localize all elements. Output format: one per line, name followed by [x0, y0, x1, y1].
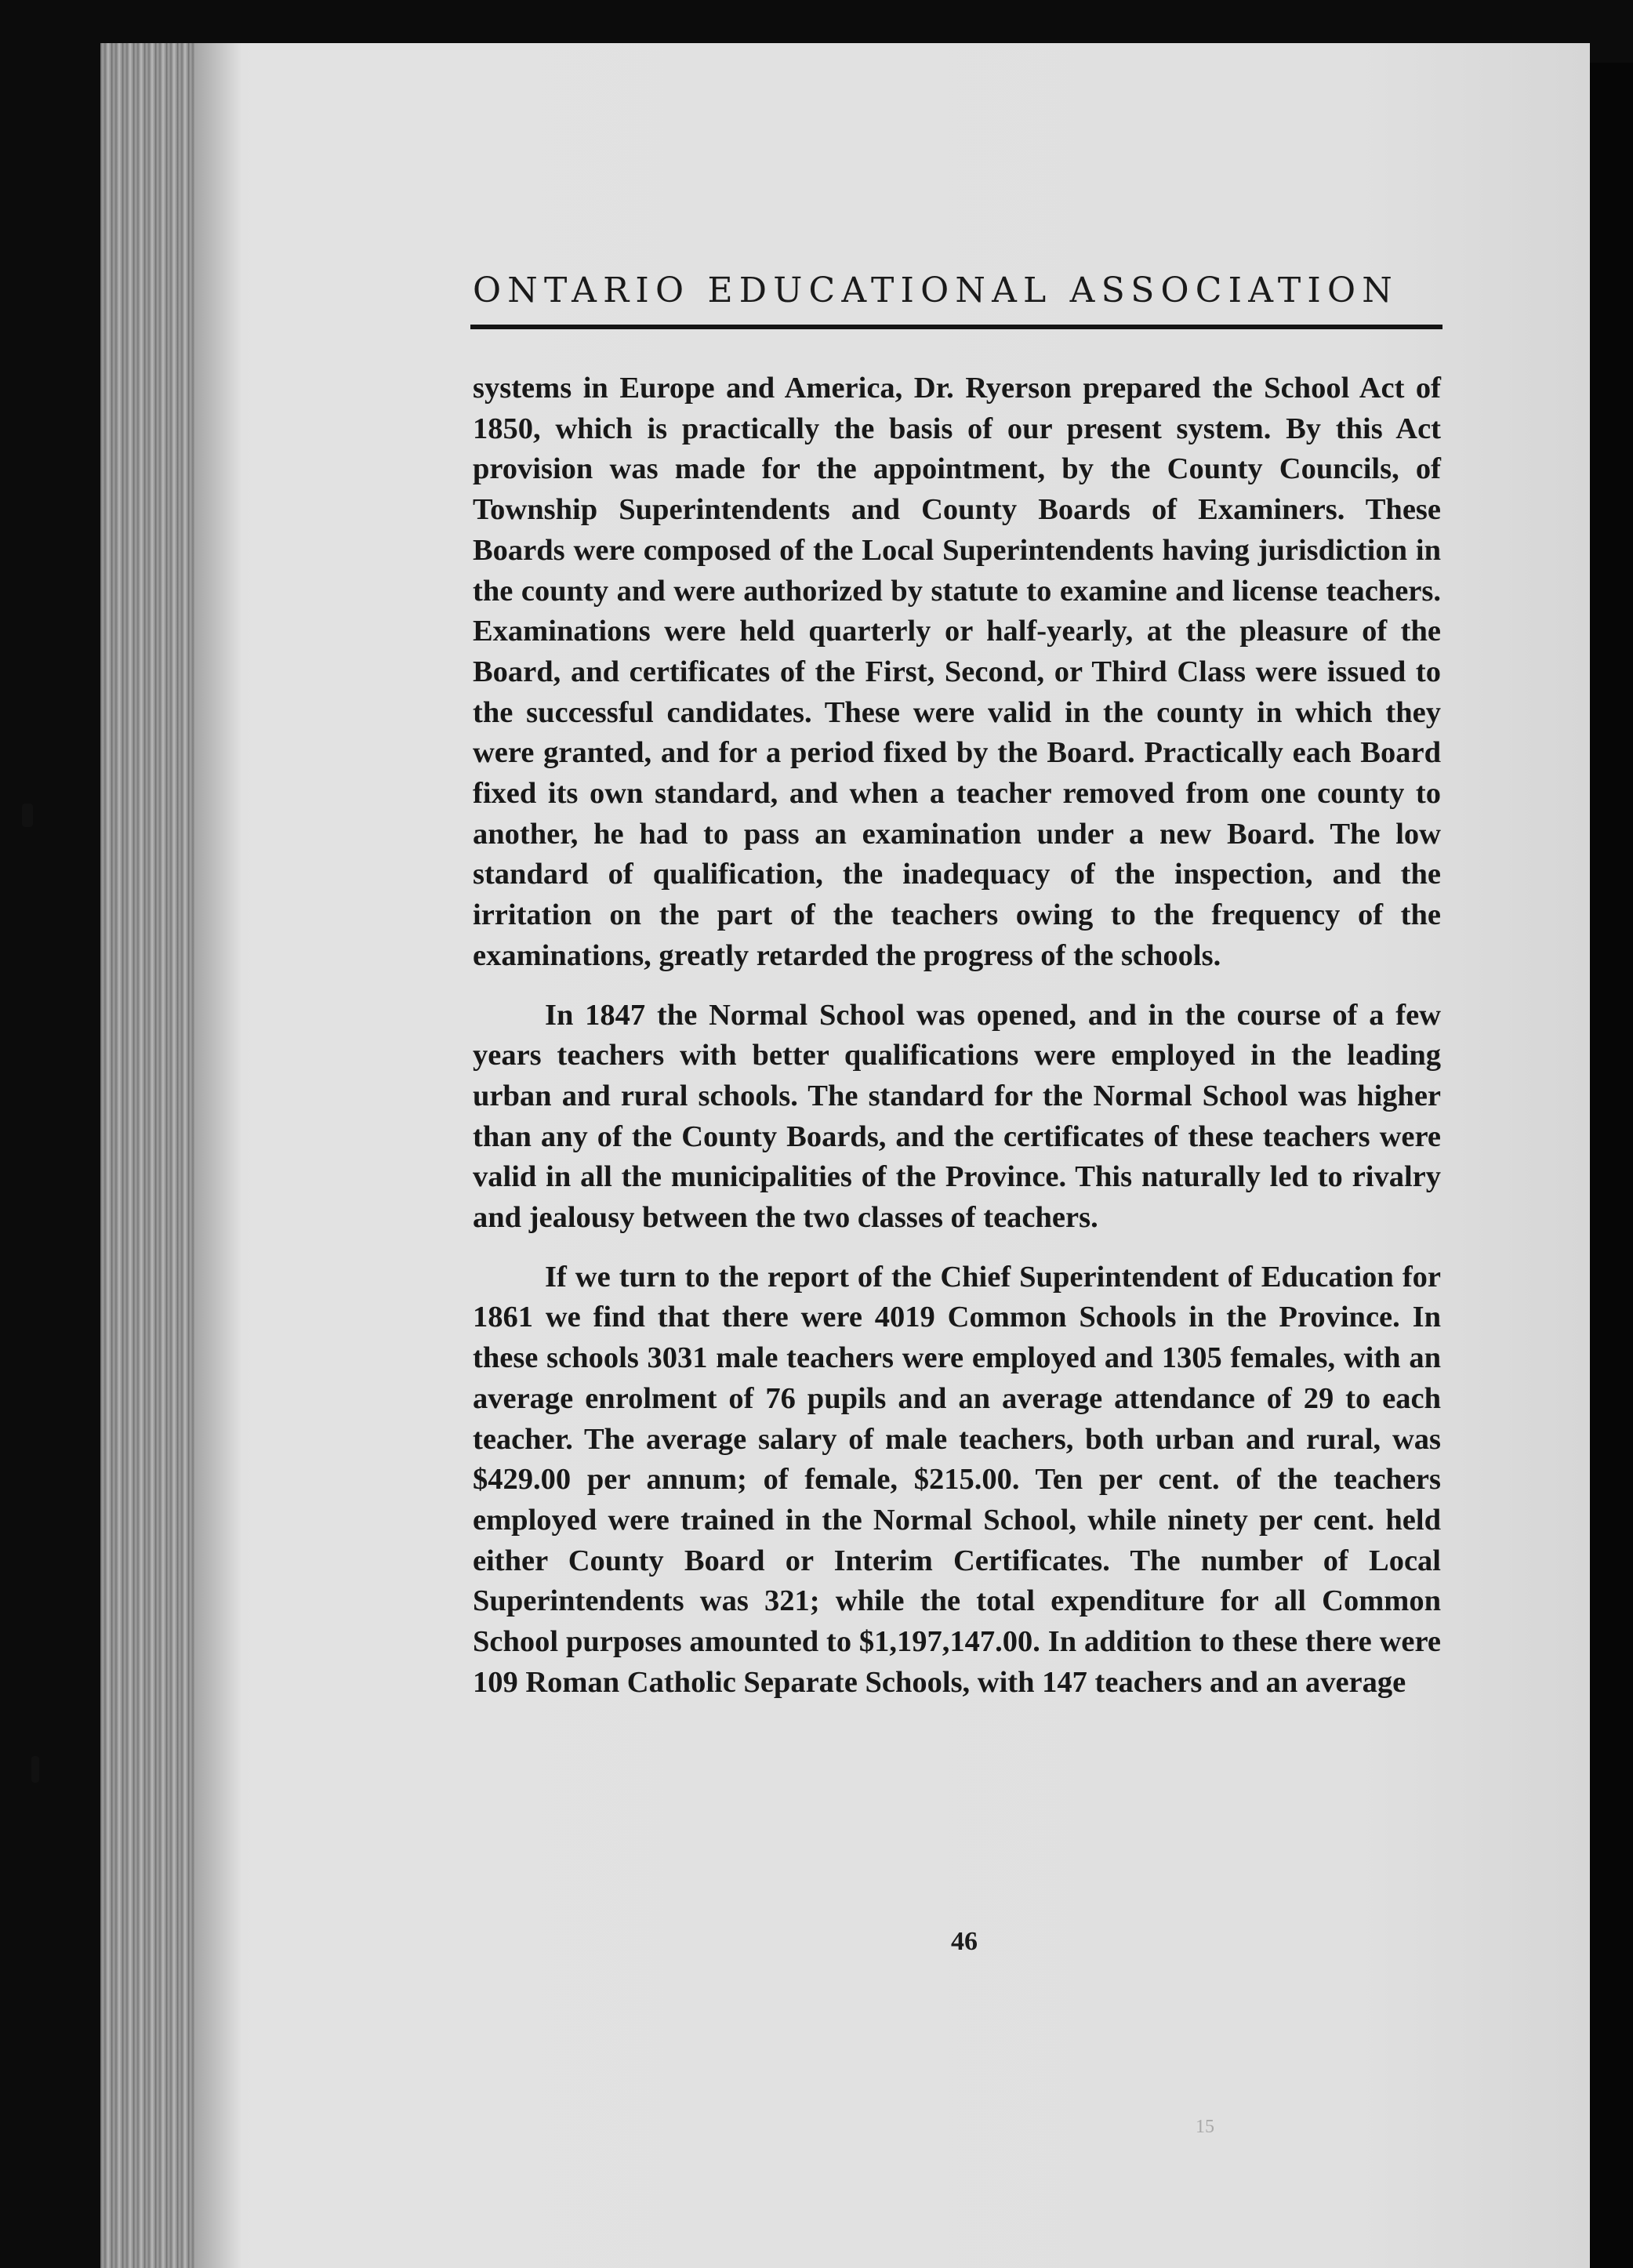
- body-text: [473, 368, 1441, 1722]
- paragraph-3: If we turn to the report of the Chief Superintendent of Education for 1861 we find that there were 4019 Common Schools in the Province. In these schools 3031 male teachers were employed and 1305 females, with an average enrolment of 76 pupils and an average attendance of 29 to each teacher. The average salary of male teachers, both urban and rural, was $429.00 per annum; of female, $215.00. Ten per cent. of the teachers employed were trained in the Normal School, while ninety per cent. held either County Board or Interim Certificates. The number of Local Superintendents was 321; while the total expenditure for all Common School purposes amounted to $1,197,147.00. In addition to these there were 109 Roman Catholic Separate Schools, with 147 teachers and an average: [473, 1260, 1441, 1699]
- paragraph-1: systems in Europe and America, Dr. Ryerson prepared the School Act of 1850, which is practically the basis of our present system. By this Act provision was made for the appointment, by the County Councils, of Township Superintendents and County Boards of Examiners. These Boards were composed of the Local Superintendents having jurisdiction in the county and were authorized by statute to examine and license teachers. Examinations were held quarterly or half-yearly, at the pleasure of the Board, and certificates of the First, Second, or Third Class were issued to the successful candidates. These were valid in the county in which they were granted, and for a period fixed by the Board. Practically each Board fixed its own standard, and when a teacher removed from one county to another, he had to pass an examination under a new Board. The low standard of qualification, the inadequacy of the inspection, and the irritation on the part of the teachers owing to the frequency of the examinations, greatly retarded the progress of the schools.: [473, 372, 1441, 972]
- paragraph-2: In 1847 the Normal School was opened, and in the course of a few years teachers with better qualifications were employed in the leading urban and rural schools. The standard for the Normal School was higher than any of the County Boards, and the certificates of these teachers were valid in all the municipalities of the Province. This naturally led to rivalry and jealousy between the two classes of teachers.: [473, 998, 1441, 1235]
- frame-number: 15: [1196, 2117, 1214, 2137]
- gutter-shadow: [194, 43, 241, 2268]
- running-header: ONTARIO EDUCATIONAL ASSOCIATION: [473, 270, 1399, 310]
- header-rule: [470, 325, 1442, 329]
- scan-artifact-mark: [31, 1756, 39, 1783]
- page-right-edge: [1590, 63, 1633, 2268]
- page-number: 46: [951, 1927, 978, 1956]
- book-binding-gutter: [100, 43, 194, 2268]
- scan-artifact-mark: [22, 804, 33, 827]
